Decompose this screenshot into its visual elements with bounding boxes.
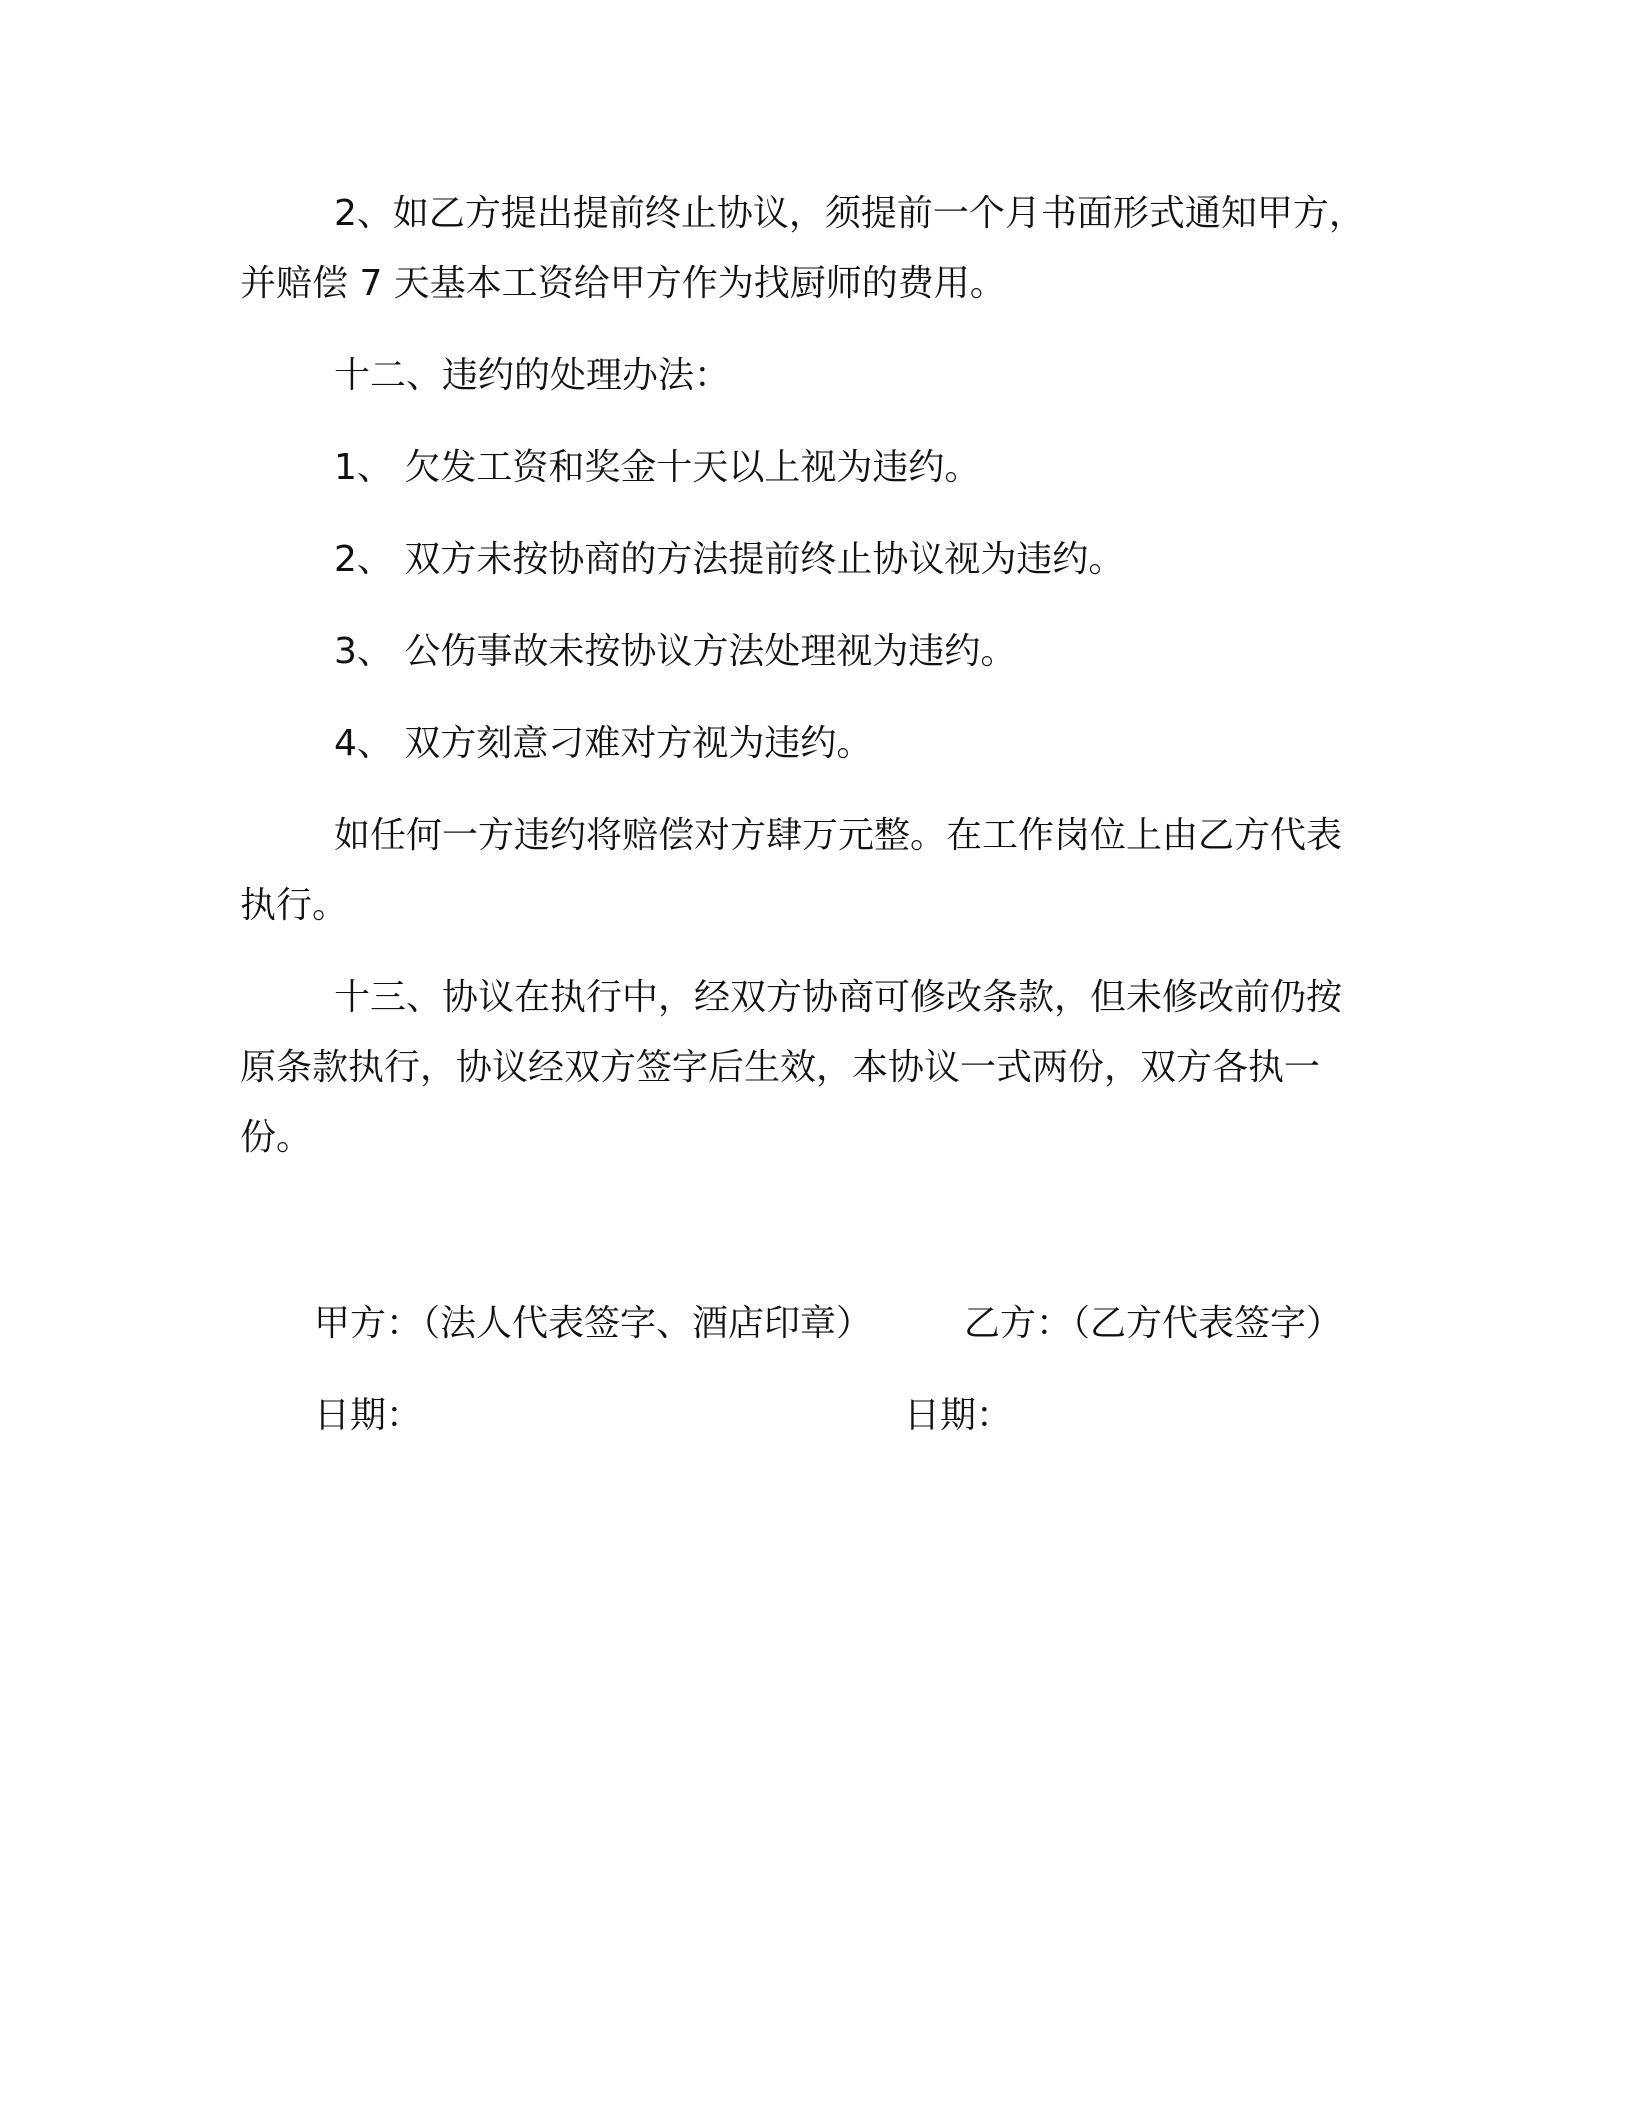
clause-12-item-3: 3、 公伤事故未按协议方法处理视为违约。 xyxy=(334,631,1017,672)
party-b-signature: 乙方：（乙方代表签字） xyxy=(964,1303,1343,1344)
party-a-signature: 甲方：（法人代表签字、酒店印章） xyxy=(314,1303,873,1344)
party-b-date: 日期： xyxy=(904,1395,1013,1436)
clause-13-line-1: 十三、协议在执行中，经双方协商可修改条款，但未修改前仍按 xyxy=(334,977,1343,1018)
clause-12-heading: 十二、违约的处理办法： xyxy=(334,355,731,396)
clause-12-item-4: 4、 双方刻意刁难对方视为违约。 xyxy=(334,723,873,764)
clause-11-item-2-line-1: 2、如乙方提出提前终止协议，须提前一个月书面形式通知甲方， xyxy=(334,193,1365,234)
party-a-date: 日期： xyxy=(314,1395,423,1436)
clause-12-item-2: 2、 双方未按协商的方法提前终止协议视为违约。 xyxy=(334,539,1125,580)
clause-12-item-1: 1、 欠发工资和奖金十天以上视为违约。 xyxy=(334,447,981,488)
clause-12-penalty-line-2: 执行。 xyxy=(240,885,349,926)
clause-11-item-2-line-2: 并赔偿 7 天基本工资给甲方作为找厨师的费用。 xyxy=(240,263,1006,304)
clause-12-penalty-line-1: 如任何一方违约将赔偿对方肆万元整。在工作岗位上由乙方代表 xyxy=(334,815,1343,856)
clause-13-line-2: 原条款执行，协议经双方签字后生效，本协议一式两份，双方各执一 xyxy=(240,1047,1321,1088)
clause-13-line-3: 份。 xyxy=(240,1117,313,1158)
